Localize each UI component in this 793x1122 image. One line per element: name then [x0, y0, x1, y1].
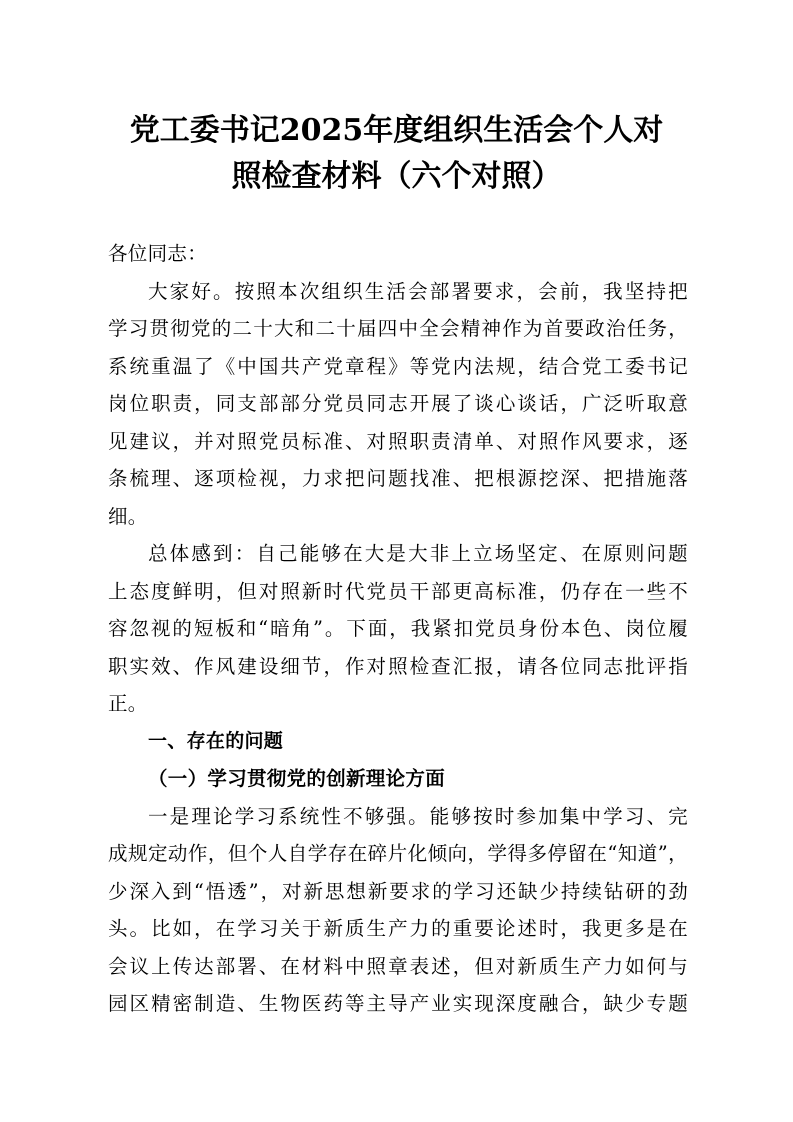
paragraph-line: 一是理论学习系统性不够强。能够按时参加集中学习、完: [148, 804, 688, 828]
paragraph-opening: [108, 273, 688, 536]
paragraph-problem-1: [108, 798, 688, 1023]
paragraph-line: 见建议，并对照党员标准、对照职责清单、对照作风要求，逐: [108, 429, 688, 453]
paragraph-line: 会议上传达部署、在材料中照章表述，但对新质生产力如何与: [108, 954, 688, 978]
paragraph-line: 上态度鲜明，但对照新时代党员干部更高标准，仍存在一些不: [108, 579, 688, 603]
paragraph-line: 细。: [108, 504, 148, 528]
paragraph-line: 总体感到：自己能够在大是大非上立场坚定、在原则问题: [148, 542, 688, 565]
paragraph-line: 头。比如，在学习关于新质生产力的重要论述时，我更多是在: [108, 917, 688, 940]
document-title: [90, 108, 703, 200]
section-heading: 一、存在的问题: [148, 729, 284, 752]
paragraph-line: 学习贯彻党的二十大和二十届四中全会精神作为首要政治任务，: [108, 317, 688, 340]
paragraph-summary: [108, 535, 688, 723]
paragraph-line: 职实效、作风建设细节，作对照检查汇报，请各位同志批评指: [108, 654, 688, 678]
paragraph-line: 系统重温了《中国共产党章程》等党内法规，结合党工委书记: [108, 354, 688, 378]
subsection-heading: （一）学习贯彻党的创新理论方面: [148, 767, 446, 790]
document-body: [108, 235, 688, 1023]
paragraph-line: 正。: [108, 692, 148, 715]
paragraph-line: 岗位职责，同支部部分党员同志开展了谈心谈话，广泛听取意: [108, 392, 688, 415]
paragraph-line: 少深入到“悟透”，对新思想新要求的学习还缺少持续钻研的劲: [108, 879, 688, 903]
paragraph-line: 条梳理、逐项检视，力求把问题找准、把根源挖深、把措施落: [108, 467, 688, 490]
title-line-1: 党工委书记2025年度组织生活会个人对: [129, 113, 664, 148]
paragraph-line: 大家好。按照本次组织生活会部署要求，会前，我坚持把: [148, 279, 688, 303]
paragraph-line: 成规定动作，但个人自学存在碎片化倾向，学得多停留在“知道”，: [108, 842, 688, 865]
title-line-2: 照检查材料（六个对照）: [231, 159, 562, 194]
paragraph-line: 园区精密制造、生物医药等主导产业实现深度融合，缺少专题: [108, 992, 688, 1015]
paragraph-line: 容忽视的短板和“暗角”。下面，我紧扣党员身份本色、岗位履: [108, 617, 688, 640]
salutation: 各位同志：: [108, 242, 208, 265]
